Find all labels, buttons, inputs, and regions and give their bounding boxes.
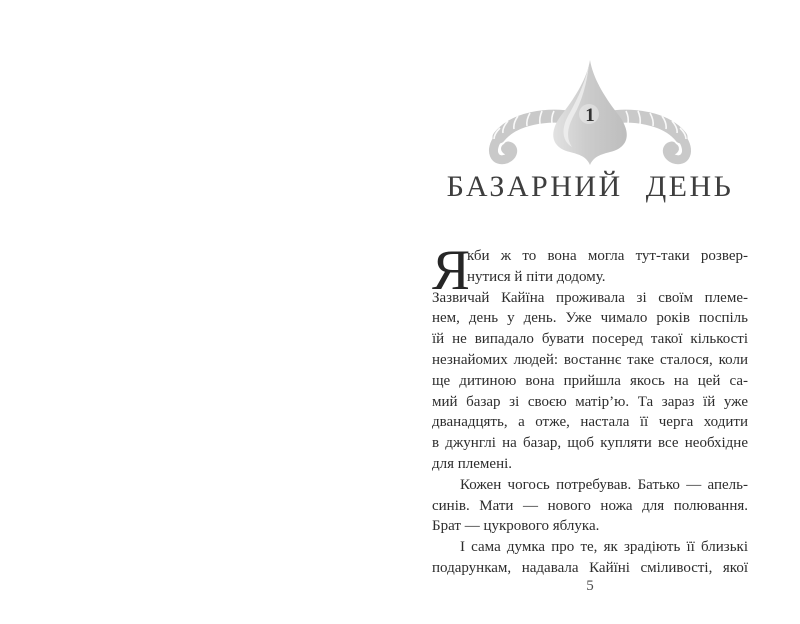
text-line-text: Зазвичай Кайїна проживала зі своїм племе-	[432, 289, 748, 306]
text-line-text: для племені.	[432, 455, 513, 472]
text-line	[460, 475, 748, 496]
text-line-text: дванадцять, а отже, настала її черга ходити	[432, 414, 748, 431]
text-line	[432, 433, 748, 454]
text-line-text: кби ж то вона могла тут-таки розвер-	[467, 248, 748, 264]
text-line-text: їй не випадало бувати посеред такої кількості	[432, 331, 748, 348]
text-line-text: в джунглі на базар, щоб купляти все необхідне	[432, 435, 748, 452]
text-line	[432, 371, 748, 392]
page-number: 5	[586, 578, 594, 594]
text-line	[467, 246, 748, 267]
text-line-text: І сама думка про те, як зрадіють її близькі	[460, 539, 748, 556]
text-line	[467, 267, 748, 288]
text-line	[432, 454, 748, 475]
text-line	[460, 537, 748, 558]
text-line-text: мий базар зі своєю матір’ю. Та зараз їй уже	[432, 393, 748, 410]
chapter-ornament	[470, 58, 710, 168]
chapter-title: БАЗАРНИЙ ДЕНЬ	[446, 170, 734, 203]
text-line	[432, 496, 748, 517]
text-line	[432, 308, 748, 329]
text-line-text: нем, день у день. Уже чимало років поспіль	[432, 310, 748, 327]
text-line	[432, 412, 748, 433]
drop-cap: Я	[432, 239, 471, 302]
text-line	[432, 350, 748, 371]
text-line	[432, 329, 748, 350]
text-line	[432, 392, 748, 413]
chapter-body	[432, 239, 748, 579]
text-line-text: Кожен чогось потребував. Батько — апель-	[460, 476, 748, 493]
text-line-text: подарункам, надавала Кайїні сміливості, якої	[432, 559, 748, 576]
text-line-text: незнайомих людей: востаннє таке сталося, коли	[432, 351, 748, 368]
chapter-fleuron-icon	[470, 58, 710, 168]
text-line	[432, 288, 748, 309]
text-line-text: Брат — цукрового яблука.	[432, 518, 600, 535]
right-page	[432, 0, 748, 624]
text-line	[432, 516, 748, 537]
chapter-number: 1	[585, 105, 595, 126]
text-line-text: нутися й піти додому.	[467, 268, 606, 285]
text-line-text: синів. Мати — нового ножа для полювання.	[432, 497, 748, 514]
text-line-text: ще дитиною вона прийшла якось на цей са-	[432, 372, 748, 389]
